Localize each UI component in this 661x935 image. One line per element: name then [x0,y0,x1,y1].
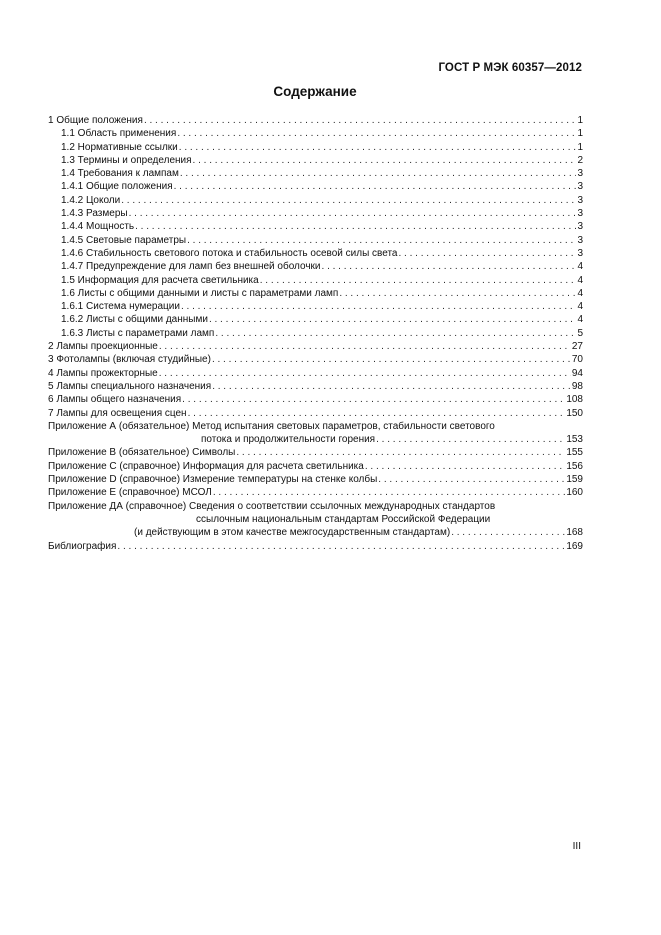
toc-entry-label: 1.5 Информация для расчета светильника [61,274,259,286]
toc-entry-label: Приложение D (справочное) Измерение температуры на стенке колбы [48,474,378,486]
toc-entry-page: 108 [566,394,583,406]
toc-entry-second-line: ссылочным национальным стандартам Российской Федерации [196,513,491,525]
toc-entry[interactable] [48,167,583,180]
toc-entry-label: 1.6 Листы с общими данными и листы с параметрами ламп [61,287,339,299]
toc-entry-page: 156 [566,460,583,472]
toc-entry-page: 160 [566,487,583,499]
toc-entry-first-line[interactable]: Приложение ДА (справочное) Сведения о соответствии ссылочных международных стандартов [48,500,496,512]
toc-entry[interactable] [48,247,583,260]
toc-entry[interactable] [48,141,583,154]
toc-entry-first-line[interactable]: Приложение А (обязательное) Метод испытания световых параметров, стабильности светового [48,420,495,432]
toc-entry[interactable] [48,540,583,553]
toc-entry[interactable] [48,287,583,300]
toc-entry-page: 1 [577,128,583,140]
toc-entry-page: 3 [577,168,583,180]
toc-entry[interactable] [48,234,583,247]
toc-entry-page: 1 [577,141,583,153]
toc-entry-page: 4 [577,301,583,313]
toc-entry[interactable] [48,127,583,140]
toc-entry-label: Библиография [48,540,117,552]
toc-entry-label: 1.4.1 Общие положения [61,181,173,193]
toc-entry[interactable] [48,274,583,287]
toc-entry-page: 1 [577,115,583,126]
toc-entry-label: 5 Лампы специального назначения [48,380,212,392]
toc-entry-label: 7 Лампы для освещения сцен [48,407,187,419]
toc-entry-label: Приложение E (справочное) МСОЛ [48,487,212,499]
toc-entry-page: 94 [571,367,583,379]
toc-entry-page: 4 [577,261,583,273]
toc-entry-page: 3 [577,234,583,246]
toc-entry[interactable] [48,207,583,220]
toc-entry-label: 1.4.2 Цоколи [61,194,121,206]
toc-entry-label: 1.4 Требования к лампам [61,168,179,180]
toc-entry-label: потока и продолжительности горения [201,434,376,446]
toc-entry-page: 3 [577,181,583,193]
toc-entry-page: 4 [577,274,583,286]
toc-entry-label: 1.6.1 Система нумерации [61,301,180,313]
toc-entry-label: Приложение С (справочное) Информация для расчета светильника [48,460,364,472]
toc-entry-page: 150 [566,407,583,419]
toc-entry-page: 3 [577,221,583,233]
toc-entry-label: 1.4.3 Размеры [61,208,128,220]
toc-entry-label: 1.4.5 Световые параметры [61,234,187,246]
toc-entry[interactable] [48,353,583,366]
toc-entry-label: 1 Общие положения [48,115,143,126]
toc-entry-page: 2 [577,154,583,166]
toc-entry-label: 1.1 Область применения [61,128,177,140]
toc-entry-page: 155 [566,447,583,459]
toc-entry-label: 1.3 Термины и определения [61,154,192,166]
toc-entry-page: 169 [566,540,583,552]
toc-entry[interactable] [48,154,583,167]
page-number: III [572,841,581,852]
toc-entry[interactable] [48,407,583,420]
toc-entry[interactable] [48,446,583,459]
table-of-contents [48,114,583,553]
toc-entry-label: (и действующим в этом качестве межгосударственным стандартам) [134,527,451,539]
toc-entry[interactable] [48,313,583,326]
toc-entry-page: 159 [566,474,583,486]
toc-entry[interactable] [48,526,583,539]
toc-entry[interactable] [48,114,583,127]
toc-entry-page: 3 [577,208,583,220]
toc-entry[interactable] [48,486,583,499]
toc-entry-page: 70 [571,354,583,366]
toc-entry-page: 27 [571,341,583,353]
toc-entry-page: 4 [577,287,583,299]
toc-entry-label: 4 Лампы прожекторные [48,367,158,379]
toc-entry-label: Приложение В (обязательное) Символы [48,447,236,459]
toc-entry[interactable] [48,460,583,473]
toc-entry[interactable] [48,300,583,313]
toc-entry-page: 5 [577,327,583,339]
toc-entry[interactable] [48,380,583,393]
toc-entry-page: 3 [577,194,583,206]
toc-entry-label: 1.2 Нормативные ссылки [61,141,178,153]
toc-entry[interactable] [48,393,583,406]
toc-entry-page: 168 [566,527,583,539]
standard-designation: ГОСТ Р МЭК 60357—2012 [438,62,582,74]
toc-entry-label: 3 Фотолампы (включая студийные) [48,354,211,366]
toc-entry[interactable] [48,473,583,486]
toc-entry[interactable] [48,340,583,353]
toc-entry-label: 2 Лампы проекционные [48,341,158,353]
toc-entry[interactable] [48,433,583,446]
page-title: Содержание [273,84,357,99]
toc-entry[interactable] [48,367,583,380]
toc-entry-page: 4 [577,314,583,326]
toc-entry-label: 6 Лампы общего назначения [48,394,182,406]
toc-entry[interactable] [48,260,583,273]
toc-entry-label: 1.4.4 Мощность [61,221,135,233]
toc-entry-label: 1.6.3 Листы с параметрами ламп [61,327,215,339]
toc-entry-label: 1.6.2 Листы с общими данными [61,314,208,326]
toc-entry[interactable] [48,220,583,233]
toc-entry-page: 3 [577,247,583,259]
toc-entry[interactable] [48,194,583,207]
toc-entry-label: 1.4.7 Предупреждение для ламп без внешней оболочки [61,261,321,273]
toc-entry[interactable] [48,180,583,193]
toc-entry[interactable] [48,327,583,340]
toc-entry-page: 98 [571,380,583,392]
toc-entry-page: 153 [566,434,583,446]
toc-entry-label: 1.4.6 Стабильность светового потока и стабильность осевой силы света [61,247,398,259]
